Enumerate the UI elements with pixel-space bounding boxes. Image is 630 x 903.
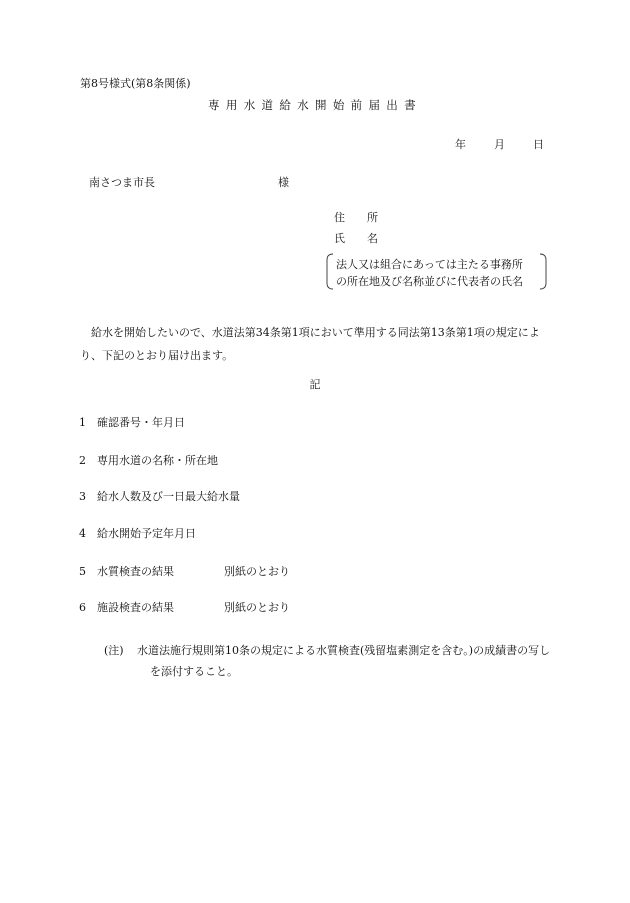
item-value: 別紙のとおり [224,601,290,614]
item-label: 確認番号・年月日 [97,416,185,429]
item-value: 別紙のとおり [224,565,290,578]
date-year-label: 年 [455,138,466,151]
item-number: 4 [79,527,86,540]
footnote-text: 水道法施行規則第10条の規定による水質検査(残留塩素測定を含む。)の成績書の写しを添付すること。 [137,644,551,678]
list-item [79,601,290,614]
list-item [79,565,290,578]
body-paragraph: 給水を開始したいので、水道法第34条第1項において準用する同法第13条第1項の規定により、下記のとおり届け出ます。 [80,326,540,362]
list-item [79,491,240,502]
item-label: 専用水道の名称・所在地 [97,454,218,467]
item-label: 水質検査の結果 [97,565,174,578]
corporate-note [326,253,547,290]
item-number: 1 [79,416,86,429]
honorific: 様 [278,176,289,189]
item-label: 給水開始予定年月日 [97,527,196,540]
addressee: 南さつま市長 [89,176,155,189]
item-number: 5 [79,565,86,578]
date-month-label: 月 [494,138,505,151]
date-day-label: 日 [533,138,544,151]
item-number: 3 [79,490,86,503]
date-row [455,139,544,150]
footnote-mark: (注) [104,644,124,657]
ki-heading: 記 [309,378,321,391]
item-number: 2 [79,454,86,467]
name-label: 氏 名 [334,232,378,245]
item-label: 給水人数及び一日最大給水量 [97,490,240,503]
item-label: 施設検査の結果 [97,601,174,614]
corporate-note-line-1: 法人又は組合にあっては主たる事務所 [336,258,523,271]
list-item [79,455,218,466]
corporate-note-line-2: の所在地及び名称並びに代表者の氏名 [336,275,523,288]
address-label: 住 所 [334,211,378,224]
document-title: 専用水道給水開始前届出書 [208,98,422,112]
form-id: 第8号様式(第8条関係) [80,77,191,90]
list-item [79,417,185,428]
list-item [79,528,196,539]
footnote [104,640,554,682]
item-number: 6 [79,601,86,614]
